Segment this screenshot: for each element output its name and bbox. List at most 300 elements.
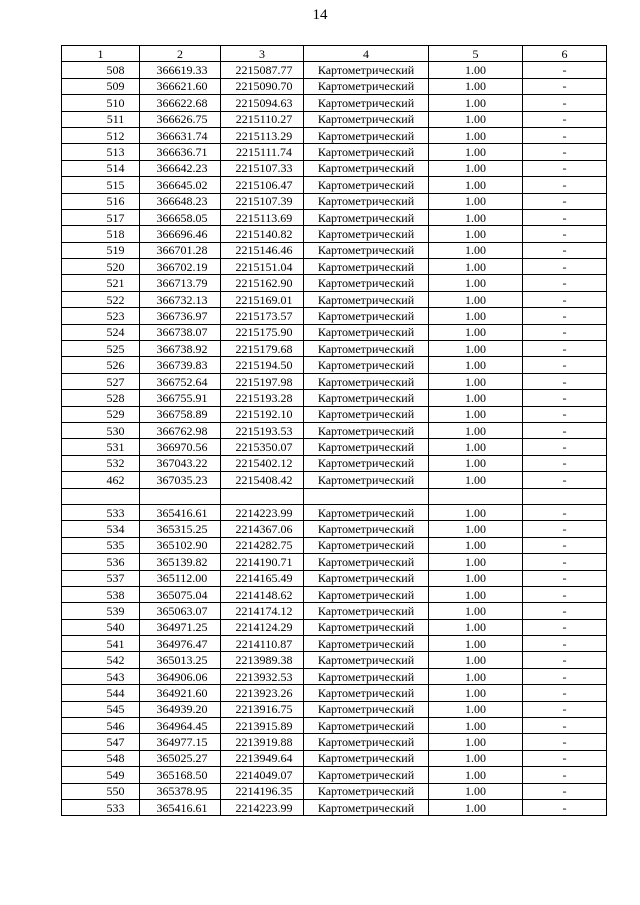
- table-row: [62, 718, 607, 734]
- table-row: [62, 226, 607, 242]
- point-number-cell: 528: [62, 390, 140, 406]
- accuracy-cell: 1.00: [429, 554, 523, 570]
- y-coordinate-cell: 2214282.75: [221, 537, 304, 553]
- table-row: [62, 95, 607, 111]
- y-coordinate-cell: [221, 488, 304, 504]
- table-row: [62, 799, 607, 815]
- point-number-cell: 531: [62, 439, 140, 455]
- accuracy-cell: 1.00: [429, 95, 523, 111]
- point-number-cell: 533: [62, 504, 140, 520]
- y-coordinate-cell: 2214223.99: [221, 799, 304, 815]
- method-cell: Картометрический: [304, 177, 429, 193]
- method-cell: Картометрический: [304, 422, 429, 438]
- table-row: [62, 78, 607, 94]
- note-cell: -: [523, 226, 607, 242]
- table-row: [62, 734, 607, 750]
- point-number-cell: 527: [62, 373, 140, 389]
- accuracy-cell: 1.00: [429, 242, 523, 258]
- method-cell: [304, 488, 429, 504]
- table-row: [62, 439, 607, 455]
- x-coordinate-cell: 365063.07: [140, 603, 221, 619]
- x-coordinate-cell: 366713.79: [140, 275, 221, 291]
- y-coordinate-cell: 2214190.71: [221, 554, 304, 570]
- x-coordinate-cell: 366732.13: [140, 291, 221, 307]
- accuracy-cell: 1.00: [429, 144, 523, 160]
- note-cell: -: [523, 767, 607, 783]
- y-coordinate-cell: 2215173.57: [221, 308, 304, 324]
- note-cell: -: [523, 422, 607, 438]
- accuracy-cell: 1.00: [429, 701, 523, 717]
- table-row: [62, 259, 607, 275]
- y-coordinate-cell: 2214165.49: [221, 570, 304, 586]
- method-cell: Картометрический: [304, 373, 429, 389]
- method-cell: Картометрический: [304, 291, 429, 307]
- point-number-cell: 546: [62, 718, 140, 734]
- y-coordinate-cell: 2215408.42: [221, 472, 304, 488]
- accuracy-cell: 1.00: [429, 62, 523, 78]
- x-coordinate-cell: 365075.04: [140, 586, 221, 602]
- accuracy-cell: 1.00: [429, 357, 523, 373]
- y-coordinate-cell: 2215162.90: [221, 275, 304, 291]
- point-number-cell: [62, 488, 140, 504]
- accuracy-cell: 1.00: [429, 537, 523, 553]
- table-row: [62, 390, 607, 406]
- point-number-cell: 548: [62, 750, 140, 766]
- accuracy-cell: 1.00: [429, 799, 523, 815]
- x-coordinate-cell: 366658.05: [140, 209, 221, 225]
- y-coordinate-cell: 2214367.06: [221, 521, 304, 537]
- method-cell: Картометрический: [304, 455, 429, 471]
- point-number-cell: 537: [62, 570, 140, 586]
- method-cell: Картометрический: [304, 275, 429, 291]
- table-row: [62, 750, 607, 766]
- method-cell: Картометрический: [304, 341, 429, 357]
- note-cell: [523, 488, 607, 504]
- accuracy-cell: 1.00: [429, 455, 523, 471]
- method-cell: Картометрический: [304, 668, 429, 684]
- note-cell: -: [523, 62, 607, 78]
- point-number-cell: 522: [62, 291, 140, 307]
- point-number-cell: 517: [62, 209, 140, 225]
- note-cell: -: [523, 95, 607, 111]
- note-cell: -: [523, 603, 607, 619]
- y-coordinate-cell: 2213916.75: [221, 701, 304, 717]
- point-number-cell: 516: [62, 193, 140, 209]
- method-cell: Картометрический: [304, 652, 429, 668]
- table-row: [62, 177, 607, 193]
- point-number-cell: 509: [62, 78, 140, 94]
- method-cell: Картометрический: [304, 783, 429, 799]
- x-coordinate-cell: 366755.91: [140, 390, 221, 406]
- method-cell: Картометрический: [304, 586, 429, 602]
- note-cell: -: [523, 127, 607, 143]
- method-cell: Картометрический: [304, 78, 429, 94]
- note-cell: -: [523, 111, 607, 127]
- method-cell: Картометрический: [304, 537, 429, 553]
- accuracy-cell: 1.00: [429, 422, 523, 438]
- x-coordinate-cell: 366626.75: [140, 111, 221, 127]
- point-number-cell: 549: [62, 767, 140, 783]
- x-coordinate-cell: 366762.98: [140, 422, 221, 438]
- accuracy-cell: 1.00: [429, 718, 523, 734]
- method-cell: Картометрический: [304, 750, 429, 766]
- accuracy-cell: 1.00: [429, 504, 523, 520]
- table-row: [62, 472, 607, 488]
- note-cell: -: [523, 504, 607, 520]
- accuracy-cell: 1.00: [429, 111, 523, 127]
- note-cell: -: [523, 275, 607, 291]
- point-number-cell: 538: [62, 586, 140, 602]
- y-coordinate-cell: 2215151.04: [221, 259, 304, 275]
- table-row: [62, 275, 607, 291]
- x-coordinate-cell: 365315.25: [140, 521, 221, 537]
- accuracy-cell: 1.00: [429, 259, 523, 275]
- x-coordinate-cell: 366736.97: [140, 308, 221, 324]
- method-cell: Картометрический: [304, 701, 429, 717]
- table-row: [62, 127, 607, 143]
- x-coordinate-cell: 364906.06: [140, 668, 221, 684]
- point-number-cell: 523: [62, 308, 140, 324]
- x-coordinate-cell: 364977.15: [140, 734, 221, 750]
- x-coordinate-cell: 366631.74: [140, 127, 221, 143]
- table-row: [62, 144, 607, 160]
- x-coordinate-cell: 366702.19: [140, 259, 221, 275]
- y-coordinate-cell: 2215106.47: [221, 177, 304, 193]
- x-coordinate-cell: 365013.25: [140, 652, 221, 668]
- y-coordinate-cell: 2215113.69: [221, 209, 304, 225]
- point-number-cell: 534: [62, 521, 140, 537]
- column-header: 6: [523, 46, 607, 62]
- point-number-cell: 540: [62, 619, 140, 635]
- note-cell: -: [523, 259, 607, 275]
- x-coordinate-cell: 364939.20: [140, 701, 221, 717]
- method-cell: Картометрический: [304, 619, 429, 635]
- table-row: [62, 373, 607, 389]
- method-cell: Картометрический: [304, 324, 429, 340]
- note-cell: -: [523, 455, 607, 471]
- accuracy-cell: 1.00: [429, 668, 523, 684]
- note-cell: -: [523, 308, 607, 324]
- x-coordinate-cell: 365112.00: [140, 570, 221, 586]
- method-cell: Картометрический: [304, 799, 429, 815]
- y-coordinate-cell: 2213932.53: [221, 668, 304, 684]
- accuracy-cell: 1.00: [429, 373, 523, 389]
- method-cell: Картометрический: [304, 685, 429, 701]
- x-coordinate-cell: 364921.60: [140, 685, 221, 701]
- accuracy-cell: 1.00: [429, 750, 523, 766]
- point-number-cell: 519: [62, 242, 140, 258]
- point-number-cell: 510: [62, 95, 140, 111]
- note-cell: -: [523, 390, 607, 406]
- y-coordinate-cell: 2215107.39: [221, 193, 304, 209]
- method-cell: Картометрический: [304, 439, 429, 455]
- accuracy-cell: 1.00: [429, 193, 523, 209]
- x-coordinate-cell: 365416.61: [140, 504, 221, 520]
- note-cell: -: [523, 652, 607, 668]
- table-row: [62, 111, 607, 127]
- y-coordinate-cell: 2214174.12: [221, 603, 304, 619]
- point-number-cell: 539: [62, 603, 140, 619]
- page-number: 14: [312, 7, 328, 23]
- column-header: 4: [304, 46, 429, 62]
- method-cell: Картометрический: [304, 472, 429, 488]
- table-body: [62, 62, 607, 816]
- note-cell: -: [523, 242, 607, 258]
- y-coordinate-cell: 2213989.38: [221, 652, 304, 668]
- note-cell: -: [523, 472, 607, 488]
- x-coordinate-cell: 366758.89: [140, 406, 221, 422]
- table-row: [62, 242, 607, 258]
- y-coordinate-cell: 2213923.26: [221, 685, 304, 701]
- note-cell: -: [523, 406, 607, 422]
- note-cell: -: [523, 619, 607, 635]
- x-coordinate-cell: 367043.22: [140, 455, 221, 471]
- table-row: [62, 406, 607, 422]
- note-cell: -: [523, 668, 607, 684]
- point-number-cell: 524: [62, 324, 140, 340]
- y-coordinate-cell: 2215193.28: [221, 390, 304, 406]
- y-coordinate-cell: 2215169.01: [221, 291, 304, 307]
- table-row: [62, 193, 607, 209]
- table-row: [62, 160, 607, 176]
- table-row: [62, 537, 607, 553]
- table-row: [62, 209, 607, 225]
- method-cell: Картометрический: [304, 734, 429, 750]
- x-coordinate-cell: 365378.95: [140, 783, 221, 799]
- x-coordinate-cell: 365102.90: [140, 537, 221, 553]
- y-coordinate-cell: 2215197.98: [221, 373, 304, 389]
- table-row: [62, 570, 607, 586]
- table-row: [62, 488, 607, 504]
- x-coordinate-cell: 364964.45: [140, 718, 221, 734]
- point-number-cell: 541: [62, 636, 140, 652]
- point-number-cell: 514: [62, 160, 140, 176]
- point-number-cell: 512: [62, 127, 140, 143]
- method-cell: Картометрический: [304, 95, 429, 111]
- y-coordinate-cell: 2215193.53: [221, 422, 304, 438]
- column-header: 3: [221, 46, 304, 62]
- table-row: [62, 619, 607, 635]
- note-cell: -: [523, 521, 607, 537]
- y-coordinate-cell: 2215350.07: [221, 439, 304, 455]
- accuracy-cell: 1.00: [429, 308, 523, 324]
- x-coordinate-cell: 366622.68: [140, 95, 221, 111]
- method-cell: Картометрический: [304, 406, 429, 422]
- y-coordinate-cell: 2215192.10: [221, 406, 304, 422]
- accuracy-cell: 1.00: [429, 586, 523, 602]
- table-row: [62, 341, 607, 357]
- y-coordinate-cell: 2215110.27: [221, 111, 304, 127]
- x-coordinate-cell: 366642.23: [140, 160, 221, 176]
- note-cell: -: [523, 160, 607, 176]
- method-cell: Картометрический: [304, 718, 429, 734]
- y-coordinate-cell: 2214110.87: [221, 636, 304, 652]
- x-coordinate-cell: 365025.27: [140, 750, 221, 766]
- x-coordinate-cell: 366621.60: [140, 78, 221, 94]
- accuracy-cell: 1.00: [429, 341, 523, 357]
- method-cell: Картометрический: [304, 570, 429, 586]
- accuracy-cell: 1.00: [429, 685, 523, 701]
- table-row: [62, 685, 607, 701]
- y-coordinate-cell: 2215094.63: [221, 95, 304, 111]
- note-cell: -: [523, 750, 607, 766]
- accuracy-cell: [429, 488, 523, 504]
- table-row: [62, 308, 607, 324]
- note-cell: -: [523, 209, 607, 225]
- y-coordinate-cell: 2215194.50: [221, 357, 304, 373]
- method-cell: Картометрический: [304, 554, 429, 570]
- accuracy-cell: 1.00: [429, 177, 523, 193]
- y-coordinate-cell: 2214148.62: [221, 586, 304, 602]
- point-number-cell: 525: [62, 341, 140, 357]
- y-coordinate-cell: 2213915.89: [221, 718, 304, 734]
- accuracy-cell: 1.00: [429, 209, 523, 225]
- x-coordinate-cell: 366645.02: [140, 177, 221, 193]
- x-coordinate-cell: 366739.83: [140, 357, 221, 373]
- point-number-cell: 544: [62, 685, 140, 701]
- note-cell: -: [523, 783, 607, 799]
- method-cell: Картометрический: [304, 193, 429, 209]
- method-cell: Картометрический: [304, 767, 429, 783]
- y-coordinate-cell: 2215140.82: [221, 226, 304, 242]
- note-cell: -: [523, 357, 607, 373]
- method-cell: Картометрический: [304, 521, 429, 537]
- x-coordinate-cell: 366619.33: [140, 62, 221, 78]
- method-cell: Картометрический: [304, 62, 429, 78]
- method-cell: Картометрический: [304, 259, 429, 275]
- note-cell: -: [523, 193, 607, 209]
- x-coordinate-cell: [140, 488, 221, 504]
- point-number-cell: 462: [62, 472, 140, 488]
- y-coordinate-cell: 2215087.77: [221, 62, 304, 78]
- x-coordinate-cell: 366738.92: [140, 341, 221, 357]
- table-row: [62, 652, 607, 668]
- accuracy-cell: 1.00: [429, 275, 523, 291]
- x-coordinate-cell: 366648.23: [140, 193, 221, 209]
- method-cell: Картометрический: [304, 242, 429, 258]
- point-number-cell: 545: [62, 701, 140, 717]
- point-number-cell: 521: [62, 275, 140, 291]
- note-cell: -: [523, 373, 607, 389]
- note-cell: -: [523, 570, 607, 586]
- y-coordinate-cell: 2213919.88: [221, 734, 304, 750]
- point-number-cell: 547: [62, 734, 140, 750]
- point-number-cell: 529: [62, 406, 140, 422]
- table-row: [62, 767, 607, 783]
- y-coordinate-cell: 2214049.07: [221, 767, 304, 783]
- point-number-cell: 508: [62, 62, 140, 78]
- table-row: [62, 455, 607, 471]
- table-row: [62, 357, 607, 373]
- accuracy-cell: 1.00: [429, 160, 523, 176]
- note-cell: -: [523, 144, 607, 160]
- note-cell: -: [523, 734, 607, 750]
- point-number-cell: 515: [62, 177, 140, 193]
- table-row: [62, 554, 607, 570]
- note-cell: -: [523, 324, 607, 340]
- accuracy-cell: 1.00: [429, 603, 523, 619]
- accuracy-cell: 1.00: [429, 783, 523, 799]
- method-cell: Картометрический: [304, 504, 429, 520]
- point-number-cell: 518: [62, 226, 140, 242]
- point-number-cell: 511: [62, 111, 140, 127]
- table-row: [62, 783, 607, 799]
- accuracy-cell: 1.00: [429, 291, 523, 307]
- point-number-cell: 532: [62, 455, 140, 471]
- note-cell: -: [523, 701, 607, 717]
- x-coordinate-cell: 365168.50: [140, 767, 221, 783]
- point-number-cell: 533: [62, 799, 140, 815]
- table-row: [62, 422, 607, 438]
- point-number-cell: 535: [62, 537, 140, 553]
- x-coordinate-cell: 365139.82: [140, 554, 221, 570]
- x-coordinate-cell: 366696.46: [140, 226, 221, 242]
- x-coordinate-cell: 366738.07: [140, 324, 221, 340]
- table-row: [62, 603, 607, 619]
- y-coordinate-cell: 2214196.35: [221, 783, 304, 799]
- table-row: [62, 291, 607, 307]
- y-coordinate-cell: 2215107.33: [221, 160, 304, 176]
- y-coordinate-cell: 2215090.70: [221, 78, 304, 94]
- method-cell: Картометрический: [304, 603, 429, 619]
- point-number-cell: 530: [62, 422, 140, 438]
- accuracy-cell: 1.00: [429, 324, 523, 340]
- header-row: [62, 46, 607, 62]
- y-coordinate-cell: 2214223.99: [221, 504, 304, 520]
- accuracy-cell: 1.00: [429, 472, 523, 488]
- method-cell: Картометрический: [304, 144, 429, 160]
- method-cell: Картометрический: [304, 111, 429, 127]
- table-row: [62, 504, 607, 520]
- y-coordinate-cell: 2213949.64: [221, 750, 304, 766]
- accuracy-cell: 1.00: [429, 521, 523, 537]
- point-number-cell: 543: [62, 668, 140, 684]
- x-coordinate-cell: 366636.71: [140, 144, 221, 160]
- point-number-cell: 550: [62, 783, 140, 799]
- point-number-cell: 513: [62, 144, 140, 160]
- x-coordinate-cell: 365416.61: [140, 799, 221, 815]
- method-cell: Картометрический: [304, 636, 429, 652]
- accuracy-cell: 1.00: [429, 439, 523, 455]
- note-cell: -: [523, 177, 607, 193]
- point-number-cell: 520: [62, 259, 140, 275]
- note-cell: -: [523, 439, 607, 455]
- table-header: [62, 46, 607, 62]
- accuracy-cell: 1.00: [429, 652, 523, 668]
- note-cell: -: [523, 685, 607, 701]
- table-row: [62, 62, 607, 78]
- y-coordinate-cell: 2215179.68: [221, 341, 304, 357]
- table-row: [62, 636, 607, 652]
- method-cell: Картометрический: [304, 127, 429, 143]
- accuracy-cell: 1.00: [429, 734, 523, 750]
- method-cell: Картометрический: [304, 160, 429, 176]
- accuracy-cell: 1.00: [429, 78, 523, 94]
- accuracy-cell: 1.00: [429, 390, 523, 406]
- method-cell: Картометрический: [304, 226, 429, 242]
- table-row: [62, 586, 607, 602]
- accuracy-cell: 1.00: [429, 127, 523, 143]
- x-coordinate-cell: 364976.47: [140, 636, 221, 652]
- y-coordinate-cell: 2215113.29: [221, 127, 304, 143]
- table-row: [62, 521, 607, 537]
- note-cell: -: [523, 799, 607, 815]
- column-header: 1: [62, 46, 140, 62]
- note-cell: -: [523, 78, 607, 94]
- method-cell: Картометрический: [304, 390, 429, 406]
- accuracy-cell: 1.00: [429, 406, 523, 422]
- accuracy-cell: 1.00: [429, 619, 523, 635]
